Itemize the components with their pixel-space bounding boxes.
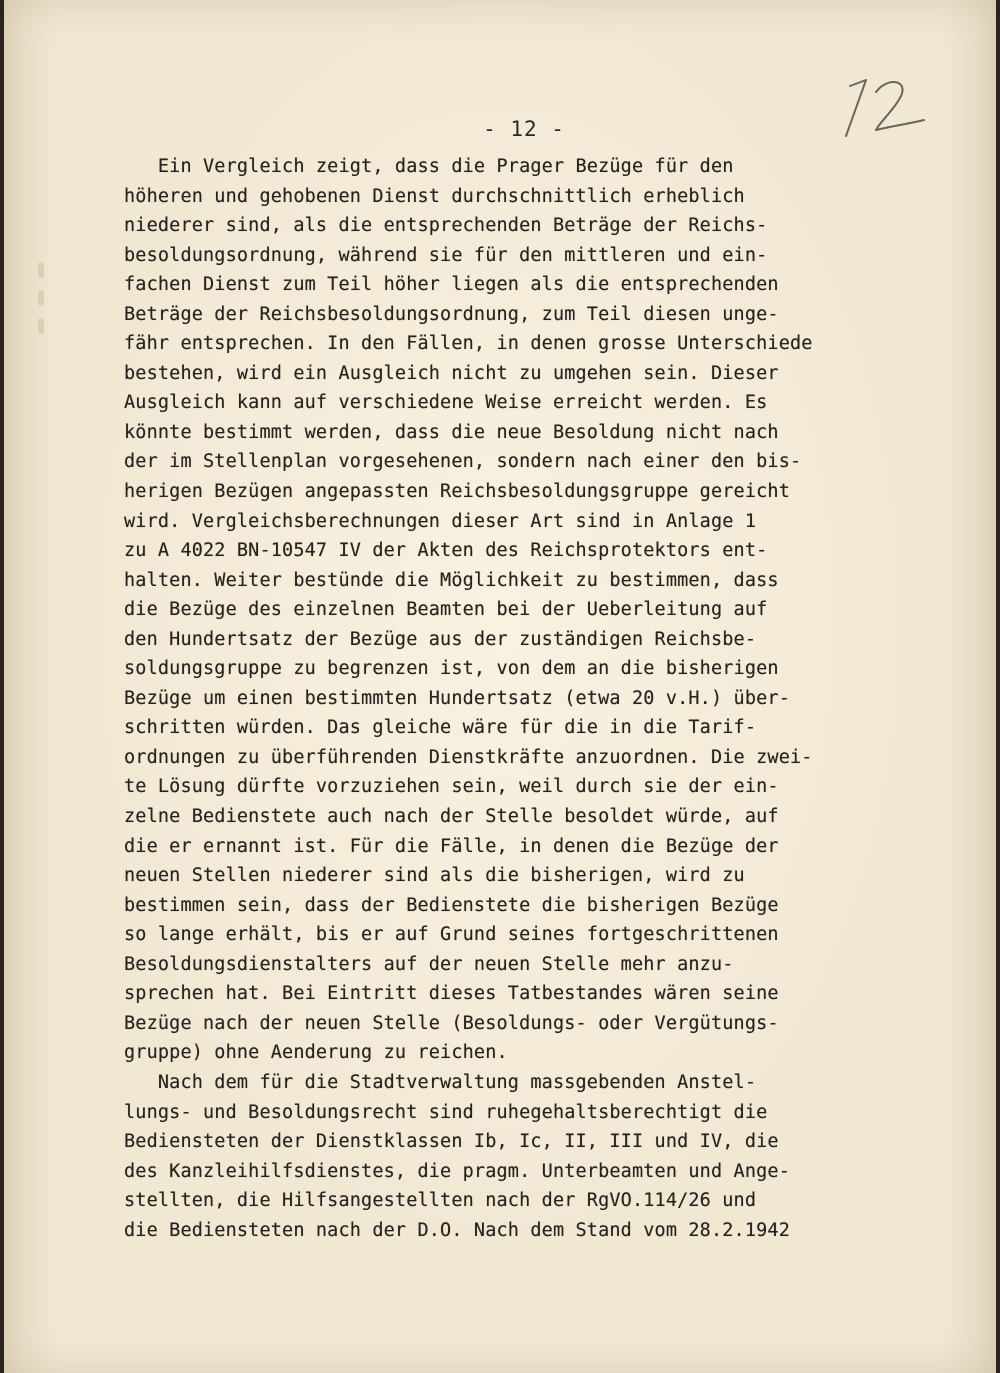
- text-line: des Kanzleihilfsdienstes, die pragm. Unterbeamten und Ange-: [124, 1160, 790, 1182]
- handwritten-folio-number: [836, 78, 936, 138]
- text-line: soldungsgruppe zu begrenzen ist, von dem an die bisherigen: [124, 658, 779, 680]
- text-line: gruppe) ohne Aenderung zu reichen.: [124, 1042, 508, 1064]
- text-line: Nach dem für die Stadtverwaltung massgebenden Anstel-: [124, 1071, 757, 1093]
- text-line: besoldungsordnung, während sie für den mittleren und ein-: [124, 244, 768, 266]
- text-line: Bezüge um einen bestimmten Hundertsatz (etwa 20 v.H.) über-: [124, 687, 790, 709]
- text-line: Bediensteten der Dienstklassen Ib, Ic, II, III und IV, die: [124, 1131, 779, 1153]
- text-line: der im Stellenplan vorgesehenen, sondern nach einer den bis-: [124, 451, 802, 473]
- text-line: die Bediensteten nach der D.O. Nach dem Stand vom 28.2.1942: [124, 1219, 790, 1241]
- text-line: neuen Stellen niederer sind als die bisherigen, wird zu: [124, 865, 745, 887]
- text-line: Ausgleich kann auf verschiedene Weise erreicht werden. Es: [124, 392, 768, 414]
- text-line: den Hundertsatz der Bezüge aus der zuständigen Reichsbe-: [124, 628, 757, 650]
- text-line: zelne Bedienstete auch nach der Stelle besoldet würde, auf: [124, 806, 779, 828]
- text-line: lungs- und Besoldungsrecht sind ruhegehaltsberechtigt die: [124, 1101, 768, 1123]
- text-line: höheren und gehobenen Dienst durchschnittlich erheblich: [124, 185, 745, 207]
- punch-mark: [38, 318, 44, 334]
- punch-mark: [38, 262, 44, 278]
- text-line: fähr entsprechen. In den Fällen, in denen grosse Unterschiede: [124, 333, 813, 355]
- text-line: Ein Vergleich zeigt, dass die Prager Bezüge für den: [124, 156, 734, 177]
- text-line: zu A 4022 BN-10547 IV der Akten des Reichsprotektors ent-: [124, 540, 768, 562]
- punch-mark: [38, 290, 44, 306]
- text-line: fachen Dienst zum Teil höher liegen als die entsprechenden: [124, 274, 779, 296]
- text-line: Besoldungsdienstalters auf der neuen Stelle mehr anzu-: [124, 953, 734, 975]
- text-line: bestehen, wird ein Ausgleich nicht zu umgehen sein. Dieser: [124, 362, 779, 384]
- text-line: schritten würden. Das gleiche wäre für die in die Tarif-: [124, 717, 757, 739]
- text-line: so lange erhält, bis er auf Grund seines fortgeschrittenen: [124, 924, 779, 946]
- text-line: ordnungen zu überführenden Dienstkräfte anzuordnen. Die zwei-: [124, 746, 813, 768]
- body-text: [124, 152, 904, 1245]
- text-line: herigen Bezügen angepassten Reichsbesoldungsgruppe gereicht: [124, 481, 790, 503]
- text-line: niederer sind, als die entsprechenden Beträge der Reichs-: [124, 215, 768, 237]
- text-line: die Bezüge des einzelnen Beamten bei der Ueberleitung auf: [124, 599, 768, 621]
- text-line: wird. Vergleichsberechnungen dieser Art sind in Anlage 1: [124, 510, 757, 532]
- text-line: halten. Weiter bestünde die Möglichkeit zu bestimmen, dass: [124, 569, 779, 591]
- document-page: [4, 0, 996, 1373]
- text-line: die er ernannt ist. Für die Fälle, in denen die Bezüge der: [124, 835, 779, 857]
- page-number: - 12 -: [483, 117, 565, 141]
- text-line: te Lösung dürfte vorzuziehen sein, weil durch sie der ein-: [124, 776, 779, 798]
- text-line: Bezüge nach der neuen Stelle (Besoldungs- oder Vergütungs-: [124, 1012, 779, 1034]
- text-line: Beträge der Reichsbesoldungsordnung, zum Teil diesen unge-: [124, 303, 779, 325]
- text-line: sprechen hat. Bei Eintritt dieses Tatbestandes wären seine: [124, 983, 779, 1005]
- text-line: stellten, die Hilfsangestellten nach der RgVO.114/26 und: [124, 1190, 757, 1212]
- text-line: bestimmen sein, dass der Bedienstete die bisherigen Bezüge: [124, 894, 779, 916]
- text-line: könnte bestimmt werden, dass die neue Besoldung nicht nach: [124, 421, 779, 443]
